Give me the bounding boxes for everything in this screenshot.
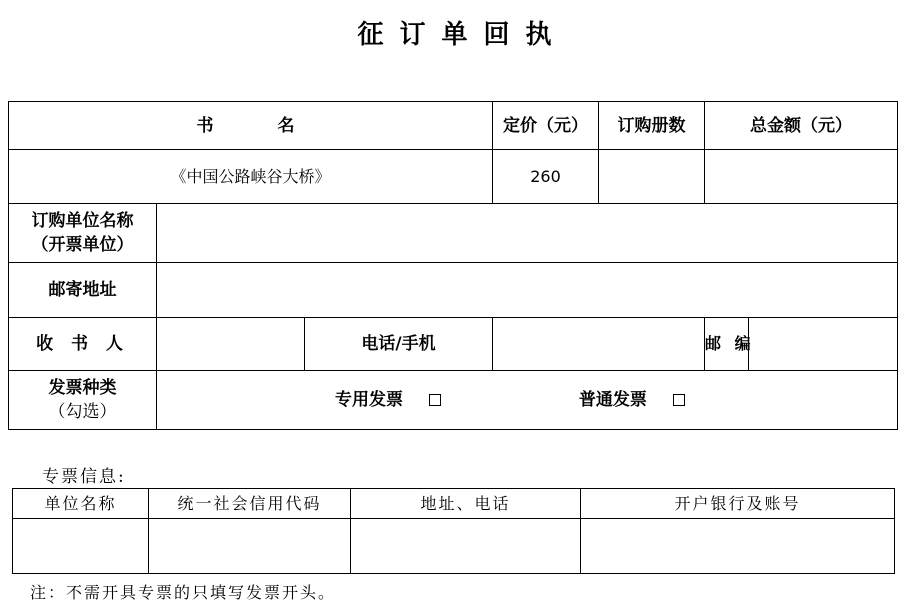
header-price: 定价（元） [493,102,599,150]
address-phone-field[interactable] [351,519,581,574]
header-unit-name: 单位名称 [13,489,149,519]
normal-invoice-option[interactable] [579,388,685,412]
org-name-field[interactable] [157,204,898,263]
invoice-type-label [9,371,157,430]
quantity-field[interactable] [599,150,705,204]
address-field[interactable] [157,263,898,318]
header-total: 总金额（元） [705,102,898,150]
org-name-label-line1: 订购单位名称 [31,211,134,231]
page-title: 征订单回执 [357,20,568,50]
unit-name-field[interactable] [13,519,149,574]
special-invoice-section-label: 专票信息: [42,467,126,487]
invoice-type-options [157,371,898,430]
book-name-cell: 《中国公路峡谷大桥》 [9,150,493,204]
header-credit-code: 统一社会信用代码 [149,489,351,519]
header-bank-account: 开户银行及账号 [581,489,895,519]
normal-invoice-label: 普通发票 [578,390,647,410]
postcode-label: 邮 编 [705,318,749,371]
normal-invoice-checkbox[interactable] [673,394,685,406]
header-book-name: 书 名 [9,102,493,150]
bank-account-field[interactable] [581,519,895,574]
special-invoice-table [12,488,895,574]
book-price-cell: 260 [493,150,599,204]
footnote: 注：不需开具专票的只填写发票开头。 [30,583,337,602]
invoice-type-label-line1: 发票种类 [48,378,117,398]
postcode-field[interactable] [749,318,898,371]
org-name-label-line2: （开票单位） [31,235,134,255]
special-invoice-checkbox[interactable] [429,394,441,406]
recipient-field[interactable] [157,318,305,371]
org-name-label [9,204,157,263]
recipient-label: 收 书 人 [9,318,157,371]
phone-field[interactable] [493,318,705,371]
phone-label: 电话/手机 [305,318,493,371]
credit-code-field[interactable] [149,519,351,574]
special-invoice-label: 专用发票 [335,390,403,410]
special-invoice-option[interactable] [335,388,441,412]
header-quantity: 订购册数 [599,102,705,150]
address-label: 邮寄地址 [9,263,157,318]
header-address-phone: 地址、电话 [351,489,581,519]
order-form-table [8,101,898,430]
invoice-type-label-line2: （勾选） [48,402,117,422]
total-amount-field[interactable] [705,150,898,204]
